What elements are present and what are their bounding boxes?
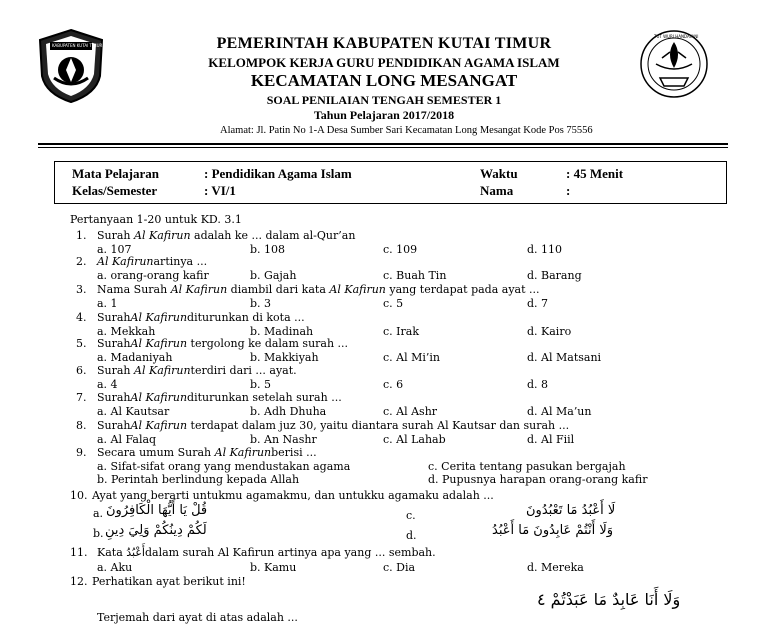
- option-a-label: a.: [93, 507, 104, 520]
- option-c: c. Irak: [383, 325, 419, 338]
- option-c: c. 6: [383, 378, 404, 391]
- header-line-2: KELOMPOK KERJA GURU PENDIDIKAN AGAMA ISLAM: [208, 55, 560, 70]
- option-a: a. Al Falaq: [97, 433, 157, 446]
- question-number: 7.: [76, 391, 87, 404]
- option-d-label: d.: [406, 529, 417, 542]
- option-b: b. An Nashr: [250, 433, 317, 446]
- option-a: a. orang-orang kafir: [97, 269, 209, 282]
- option-d: d. Al Fiil: [527, 433, 575, 446]
- option-c-label: c.: [406, 509, 416, 522]
- question-number: 12.: [70, 575, 88, 588]
- question-number: 10.: [70, 489, 88, 502]
- option-d: d. 7: [527, 297, 549, 310]
- question-9-text: Secara umum Surah Al Kafirunberisi ...: [97, 446, 317, 459]
- question-number: 11.: [70, 546, 88, 559]
- header-divider: [38, 143, 728, 145]
- option-a: a. Sifat-sifat orang yang mendustakan agama: [97, 460, 351, 473]
- option-c: c. Cerita tentang pasukan bergajah: [428, 460, 626, 473]
- option-d: d. 8: [527, 378, 549, 391]
- option-c: c. 5: [383, 297, 404, 310]
- question-number: 1.: [76, 229, 87, 242]
- question-text: Nama Surah Al Kafirun diambil dari kata Al Kafirun yang terdapat pada ayat ...: [97, 283, 540, 296]
- question-number: 8.: [76, 419, 87, 432]
- option-d-arabic: وَلَا أَنْتُمْ عَابِدُونَ مَا أَعْبُدُ: [492, 523, 614, 538]
- question-number: 3.: [76, 283, 87, 296]
- option-b: b. Perintah berlindung kepada Allah: [97, 473, 300, 486]
- subject-value: : Pendidikan Agama Islam: [204, 166, 352, 181]
- option-b-label: b.: [93, 527, 104, 540]
- option-d: d. Al Matsani: [527, 351, 602, 364]
- question-number: 2.: [76, 255, 87, 268]
- name-label: Nama: [480, 183, 514, 198]
- question-text: SurahAl Kafirun tergolong ke dalam surah ...: [97, 337, 349, 350]
- option-c: c. Buah Tin: [383, 269, 447, 282]
- option-d: d. 110: [527, 243, 563, 256]
- option-a: a. 4: [97, 378, 118, 391]
- option-a: a. Mekkah: [97, 325, 156, 338]
- option-c: c. Al Lahab: [383, 433, 446, 446]
- questions-intro: Pertanyaan 1-20 untuk KD. 3.1: [70, 213, 242, 226]
- question-number: 6.: [76, 364, 87, 377]
- option-b: b. Madinah: [250, 325, 314, 338]
- question-text: Surah Al Kafirun adalah ke ... dalam al-Qur’an: [97, 229, 356, 242]
- option-d: d. Kairo: [527, 325, 572, 338]
- time-value: : 45 Menit: [566, 166, 624, 181]
- question-number: 5.: [76, 337, 87, 350]
- header-line-5: Tahun Pelajaran 2017/2018: [313, 108, 455, 122]
- option-a: a. 1: [97, 297, 118, 310]
- question-11-text: Kata أَعْبُدُdalam surah Al Kafirun artinya apa yang ... sembah.: [97, 546, 436, 559]
- name-value: :: [566, 183, 571, 198]
- option-d: d. Al Ma’un: [527, 405, 592, 418]
- class-label: Kelas/Semester: [72, 183, 158, 198]
- question-number: 9.: [76, 446, 87, 459]
- option-d: d. Mereka: [527, 561, 584, 574]
- option-b: b. 5: [250, 378, 272, 391]
- option-b: b. Gajah: [250, 269, 297, 282]
- header-line-1: PEMERINTAH KABUPATEN KUTAI TIMUR: [216, 35, 552, 52]
- option-a: a. Aku: [97, 561, 133, 574]
- option-c: c. Dia: [383, 561, 416, 574]
- left-logo-text: KABUPATEN KUTAI TIMUR: [52, 43, 103, 48]
- question-text: SurahAl Kafirun terdapat dalam juz 30, yaitu diantara surah Al Kautsar dan surah ...: [97, 419, 570, 432]
- question-text: SurahAl Kafirunditurunkan setelah surah ...: [97, 391, 342, 404]
- option-a: a. Madaniyah: [97, 351, 173, 364]
- option-d: d. Barang: [527, 269, 582, 282]
- header-line-3: KECAMATAN LONG MESANGAT: [250, 71, 518, 90]
- option-b: b. 3: [250, 297, 272, 310]
- subject-label: Mata Pelajaran: [72, 166, 160, 181]
- option-c: c. 109: [383, 243, 418, 256]
- question-12-text: Perhatikan ayat berikut ini!: [92, 575, 246, 588]
- header-divider-thin: [38, 147, 728, 148]
- question-12-ayat: وَلَا أَنَا عَابِدٌ مَا عَبَدْتُمْ ٤: [537, 590, 681, 609]
- option-b: b. 108: [250, 243, 286, 256]
- option-b-arabic: لَكُمْ دِينُكُمْ وَلِيَ دِينِ: [105, 523, 207, 538]
- option-a-arabic: قُلْ يَا أَيُّهَا الْكَافِرُونَ: [106, 503, 208, 518]
- question-10-text: Ayat yang berarti untukmu agamakmu, dan untukku agamaku adalah ...: [92, 489, 494, 502]
- question-12-translation-prompt: Terjemah dari ayat di atas adalah ...: [97, 611, 298, 624]
- question-text: SurahAl Kafirunditurunkan di kota ...: [97, 311, 305, 324]
- class-value: : VI/1: [204, 183, 236, 198]
- option-c-arabic: لَا أَعْبُدُ مَا تَعْبُدُونَ: [526, 503, 616, 518]
- question-text: Al Kafirunartinya ...: [97, 255, 208, 268]
- option-b: b. Adh Dhuha: [250, 405, 327, 418]
- time-label: Waktu: [480, 166, 518, 181]
- right-logo-text: TUT WURI HANDAYANI: [654, 34, 699, 39]
- option-c: c. Al Mi’in: [383, 351, 440, 364]
- option-c: c. Al Ashr: [383, 405, 438, 418]
- question-number: 4.: [76, 311, 87, 324]
- option-a: a. Al Kautsar: [97, 405, 170, 418]
- question-text: Surah Al Kafirunterdiri dari ... ayat.: [97, 364, 297, 377]
- option-a: a. 107: [97, 243, 132, 256]
- header-line-4: SOAL PENILAIAN TENGAH SEMESTER 1: [266, 93, 502, 107]
- header-address: Alamat: Jl. Patin No 1-A Desa Sumber Sari Kecamatan Long Mesangat Kode Pos 75556: [220, 125, 593, 136]
- option-b: b. Makkiyah: [250, 351, 319, 364]
- option-d: d. Pupusnya harapan orang-orang kafir: [428, 473, 648, 486]
- option-b: b. Kamu: [250, 561, 297, 574]
